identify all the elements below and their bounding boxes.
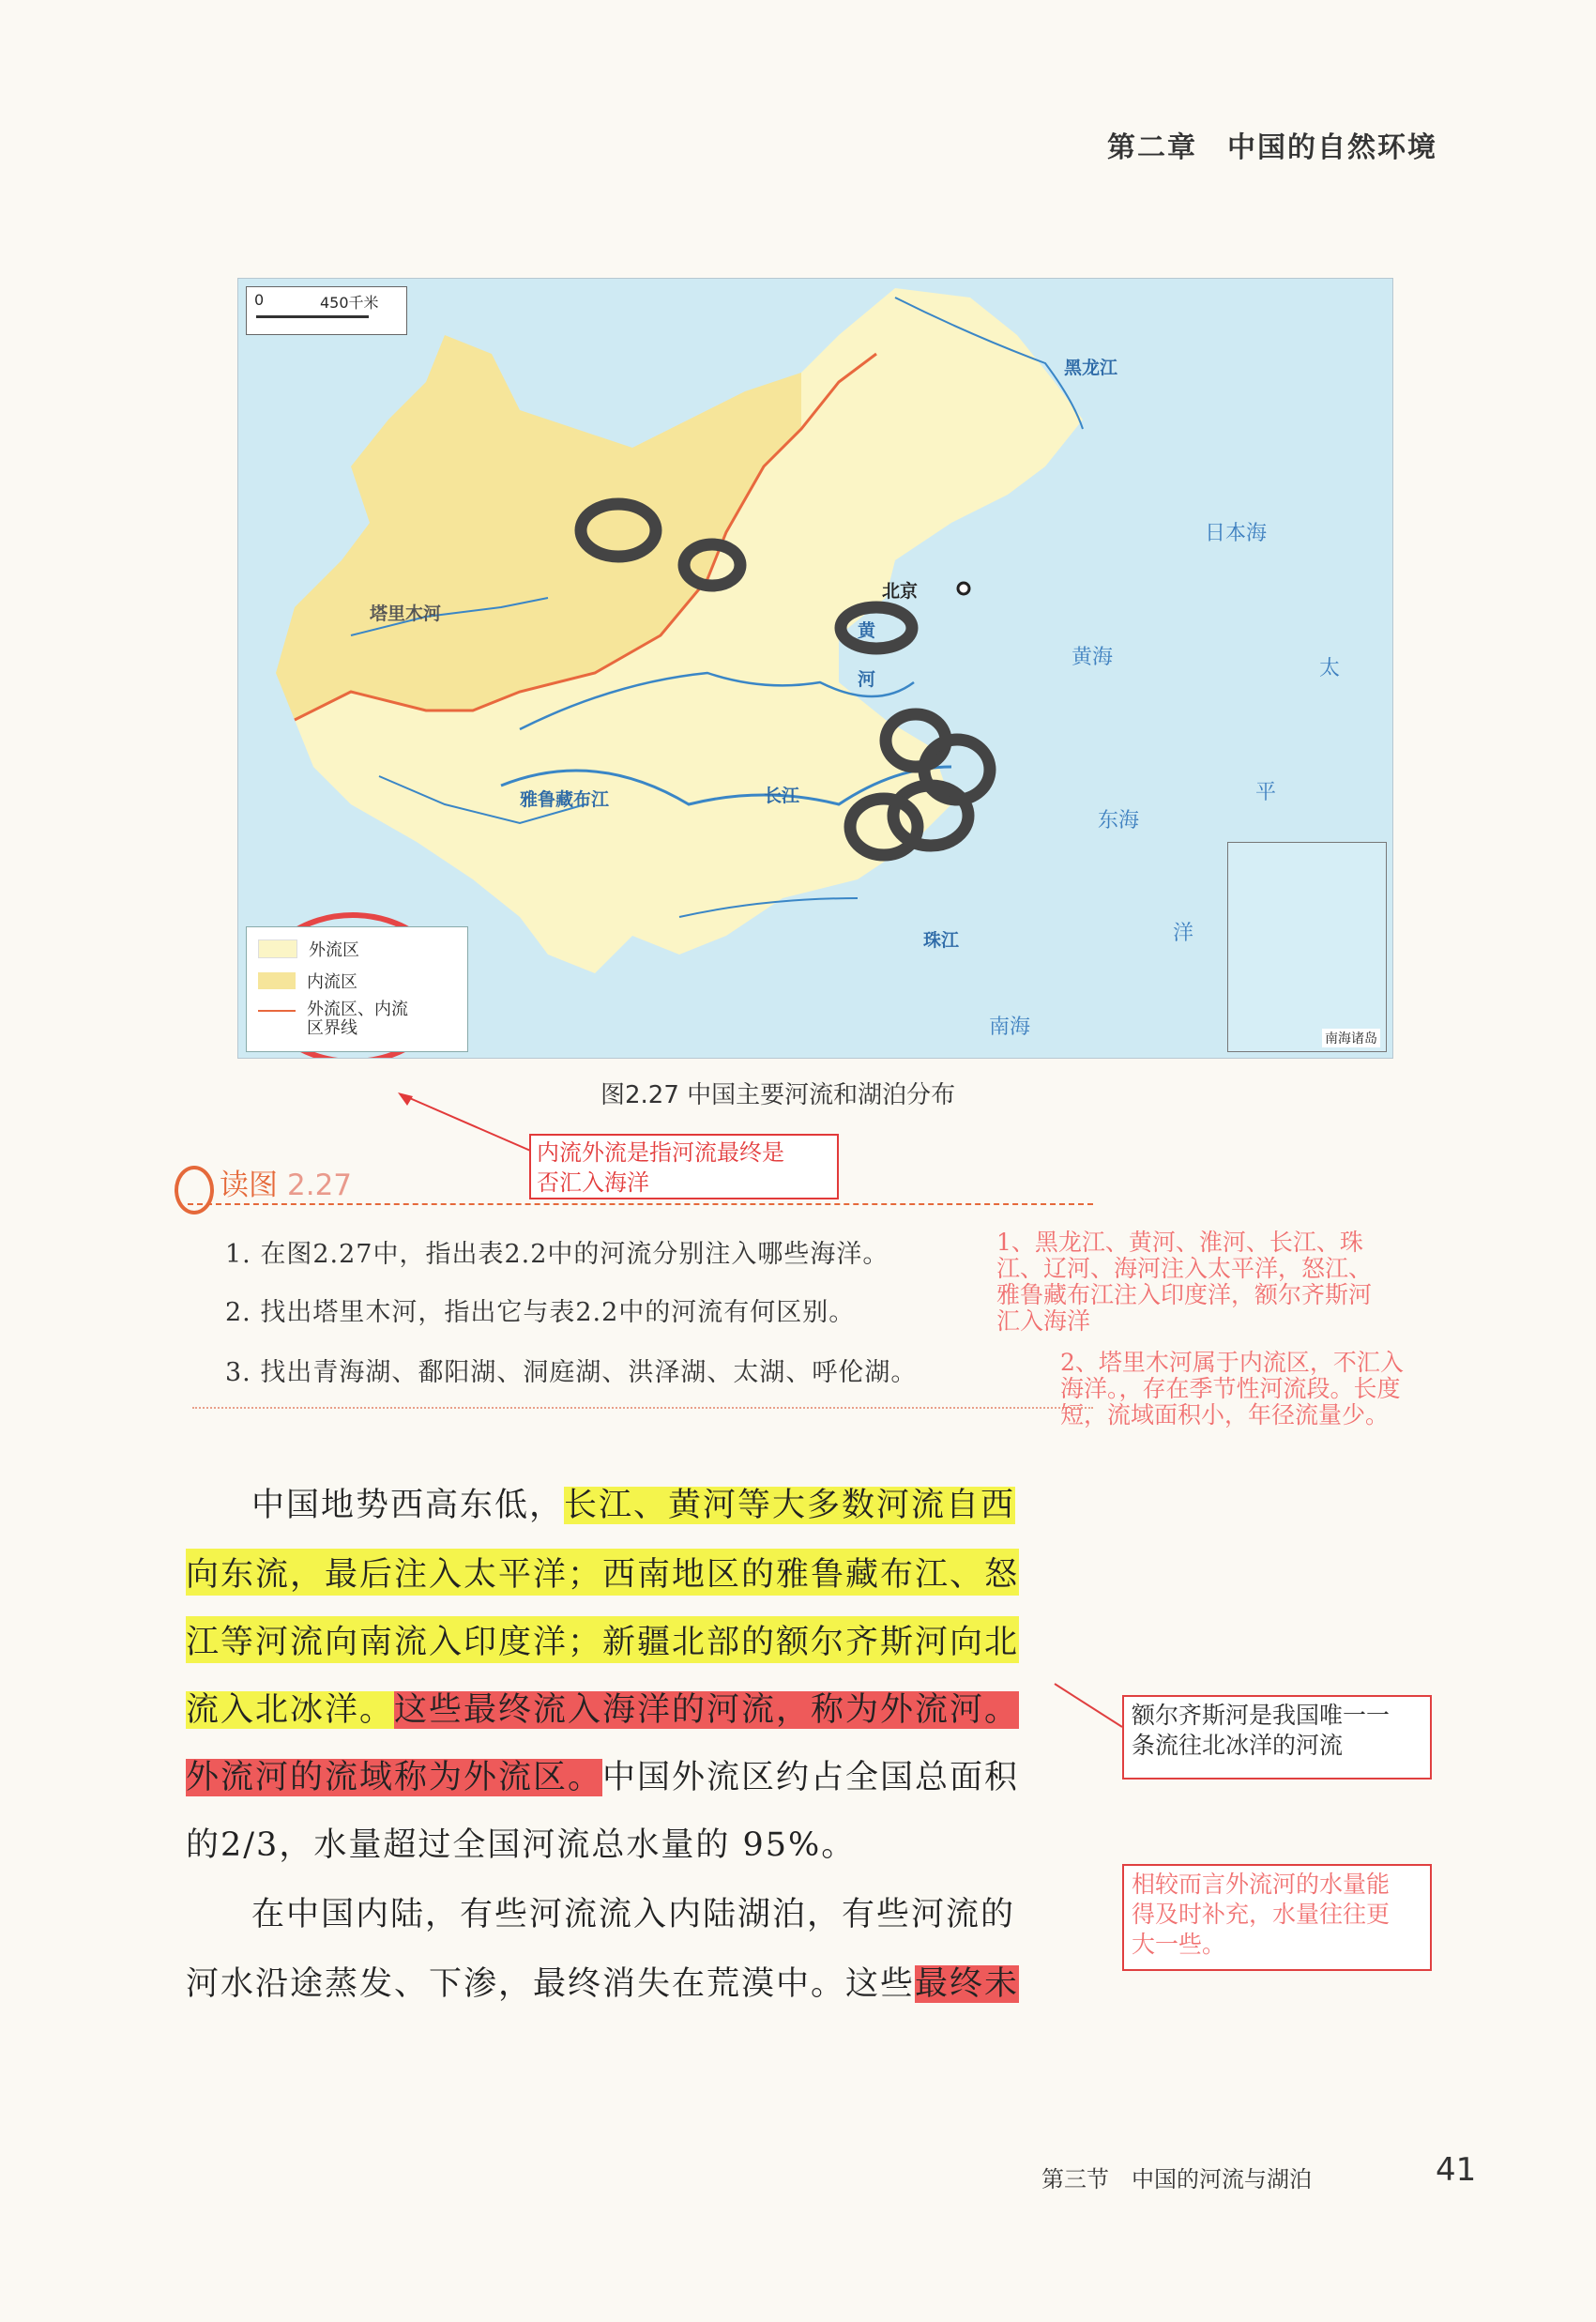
question-3: 3. 找出青海湖、鄱阳湖、洞庭湖、洪泽湖、太湖、呼伦湖。 — [225, 1358, 918, 1387]
section-dotted-rule — [192, 1407, 1093, 1409]
legend-boundary — [258, 1001, 408, 1038]
paragraph1-line5 — [186, 1751, 1019, 1798]
p1-l5-red: 外流河的流域称为外流区。 — [186, 1759, 603, 1796]
scale-distance: 450千米 — [320, 294, 379, 312]
annotation-note-irtysh — [1122, 1695, 1432, 1780]
chapter-header: 第二章 中国的自然环境 — [1107, 131, 1437, 164]
legend-swatch-exorheic — [258, 939, 297, 958]
paragraph1-line4 — [186, 1684, 1019, 1731]
note-water-line1: 相较而言外流河的水量能 — [1132, 1871, 1391, 1898]
p1-l1-plain: 中国地势西高东低， — [251, 1487, 565, 1524]
legend-label-exorheic: 外流区 — [309, 940, 359, 960]
paragraph1-line6: 的2/3，水量超过全国河流总水量的 95%。 — [186, 1826, 857, 1864]
label-yarlung: 雅鲁藏布江 — [520, 789, 610, 810]
read-title-number: 2.27 — [287, 1169, 353, 1202]
answer-1-line3: 雅鲁藏布江注入印度洋，额尔齐斯河 — [996, 1281, 1373, 1308]
annotation-note-flow — [529, 1134, 839, 1199]
paragraph2-line2 — [186, 1958, 1019, 2005]
read-section-rule — [188, 1203, 1093, 1205]
read-title-text: 读图 — [220, 1169, 278, 1202]
note-irtysh-line1: 额尔齐斯河是我国唯一一 — [1132, 1702, 1391, 1729]
annotation-note-water — [1122, 1864, 1432, 1971]
answer-2-line3: 短，流域面积小，年径流量少。 — [1060, 1401, 1390, 1428]
inset-label: 南海诸岛 — [1322, 1029, 1380, 1047]
answer-1-line2: 江、辽河、海河注入太平洋，怒江、 — [996, 1255, 1373, 1282]
label-east-sea: 东海 — [1098, 809, 1140, 833]
label-pacific-3: 洋 — [1173, 922, 1194, 945]
legend-boundary-line1: 外流区、内流 — [307, 1000, 408, 1019]
legend-exorheic — [258, 937, 359, 961]
question-2: 2. 找出塔里木河，指出它与表2.2中的河流有何区别。 — [225, 1298, 856, 1327]
p1-l4-red: 这些最终流入海洋的河流，称为外流河。 — [394, 1691, 1020, 1729]
legend-swatch-endorheic — [258, 972, 296, 989]
note-arrow — [394, 1089, 544, 1164]
answer-1 — [996, 1230, 1372, 1335]
answer-2 — [1060, 1350, 1404, 1428]
legend-label-endorheic: 内流区 — [307, 972, 357, 992]
read-section-title — [188, 1161, 352, 1203]
p1-l4-yellow: 流入北冰洋。 — [186, 1691, 395, 1729]
note-water-line2: 得及时补充，水量往往更 — [1132, 1901, 1391, 1928]
answer-1-line1: 1、黑龙江、黄河、淮河、长江、珠 — [996, 1229, 1363, 1256]
footer-section-title: 第三节 中国的河流与湖泊 — [1041, 2166, 1312, 2192]
p1-l1-highlight: 长江、黄河等大多数河流自西 — [564, 1487, 1016, 1524]
label-pacific-1: 太 — [1319, 657, 1341, 680]
beijing-dot — [958, 583, 969, 594]
legend-swatch-boundary — [258, 1010, 296, 1012]
page-number: 41 — [1436, 2151, 1477, 2189]
paragraph1-line1 — [186, 1479, 1015, 1526]
label-yellow-sea: 黄海 — [1072, 646, 1114, 669]
map-legend — [246, 926, 468, 1052]
scale-zero: 0 — [254, 291, 265, 309]
label-yangtze: 长江 — [764, 786, 800, 806]
answer-2-line1: 2、塔里木河属于内流区，不汇入 — [1060, 1349, 1404, 1376]
china-rivers-lakes-map — [237, 278, 1393, 1059]
p2-l2-plain: 河水沿途蒸发、下渗，最终消失在荒漠中。这些 — [186, 1965, 916, 2003]
paragraph1-line3: 江等河流向南流入印度洋；新疆北部的额尔齐斯河向北 — [186, 1616, 1019, 1663]
scale-bar — [246, 286, 407, 335]
label-beijing: 北京 — [882, 581, 919, 602]
label-yellow-river-2: 河 — [858, 669, 876, 690]
label-south-sea: 南海 — [989, 1016, 1031, 1039]
lake-circle-hulun — [841, 607, 912, 649]
question-1: 1. 在图2.27中，指出表2.2中的河流分别注入哪些海洋。 — [225, 1240, 889, 1269]
label-pacific-2: 平 — [1255, 781, 1277, 804]
paragraph1-line2: 向东流，最后注入太平洋；西南地区的雅鲁藏布江、怒 — [186, 1549, 1019, 1596]
label-yellow-river-1: 黄 — [858, 620, 876, 641]
legend-boundary-line2: 区界线 — [307, 1018, 357, 1038]
legend-label-boundary — [307, 1001, 408, 1038]
note-flow-line1: 内流外流是指河流最终是 — [537, 1139, 784, 1166]
paragraph2-line1: 在中国内陆，有些河流流入内陆湖泊，有些河流的 — [251, 1896, 1016, 1933]
label-pearl: 珠江 — [923, 930, 960, 951]
answer-1-line4: 汇入海洋 — [996, 1307, 1091, 1335]
label-heilong: 黑龙江 — [1064, 358, 1118, 378]
note-flow-line2: 否汇入海洋 — [537, 1169, 649, 1196]
note-irtysh-line2: 条流往北冰洋的河流 — [1132, 1732, 1344, 1759]
label-tarim: 塔里木河 — [370, 603, 442, 624]
south-china-sea-inset — [1227, 842, 1387, 1052]
figure-caption: 图2.27 中国主要河流和湖泊分布 — [600, 1081, 956, 1109]
p1-l5-plain: 中国外流区约占全国总面积 — [602, 1759, 1020, 1796]
label-japan-sea: 日本海 — [1205, 522, 1268, 545]
scale-line — [256, 315, 369, 318]
answer-2-line2: 海洋。，存在季节性河流段。长度 — [1060, 1375, 1401, 1402]
p2-l2-red: 最终未 — [915, 1965, 1020, 2003]
note-water-line3: 大一些。 — [1132, 1931, 1226, 1958]
legend-endorheic — [258, 969, 357, 993]
